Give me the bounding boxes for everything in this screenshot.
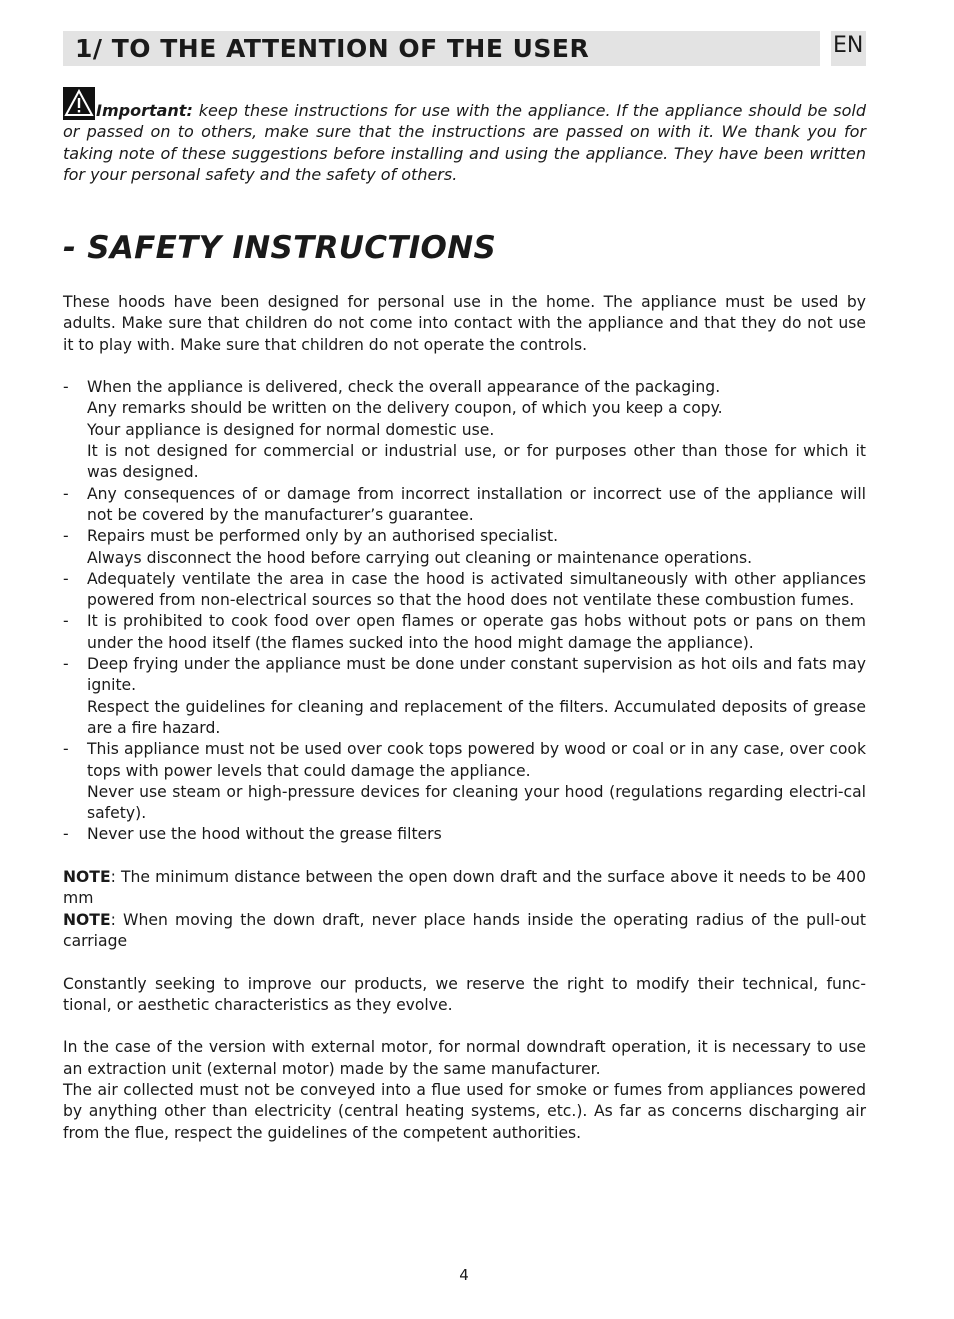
note-text: : When moving the down draft, never place hands inside the operating radius of the pull-out carriage	[63, 910, 866, 950]
list-item-line: Never use the hood without the grease filters	[87, 825, 442, 844]
safety-list-item	[63, 569, 866, 612]
list-item-line: Never use steam or high-pressure devices for cleaning your hood (regulations regarding electri-cal safety).	[87, 782, 866, 823]
list-dash: -	[63, 740, 69, 759]
list-item-line: When the appliance is delivered, check the overall appearance of the packaging.	[87, 378, 721, 397]
important-text: keep these instructions for use with the appliance. If the appliance should be sold or passed on to others, make sure that the instructions are passed on with it. We thank you for taking note of these suggestions before installing and using the appliance. They have been written for your personal safety and the safety of others.	[63, 101, 866, 184]
external-motor-paragraph: In the case of the version with external motor, for normal downdraft operation, it is necessary to use an extraction unit (external motor) made by the same manufacturer.	[63, 1038, 866, 1078]
important-label: Important:	[96, 101, 193, 120]
safety-list	[63, 377, 866, 846]
list-dash: -	[63, 569, 69, 588]
list-dash: -	[63, 655, 69, 674]
note-2	[63, 910, 866, 953]
list-item-line: Any remarks should be written on the delivery coupon, of which you keep a copy.	[87, 399, 723, 418]
list-item-line: This appliance must not be used over cook tops powered by wood or coal or in any case, over cook tops with power levels that could damage the appliance.	[87, 740, 866, 780]
section-header-title: 1/ TO THE ATTENTION OF THE USER	[75, 34, 590, 63]
list-item-line: It is not designed for commercial or industrial use, or for purposes other than those for which it was designed.	[87, 442, 866, 482]
safety-list-item	[63, 824, 866, 845]
safety-list-item	[63, 484, 866, 527]
note-label: NOTE	[63, 910, 111, 929]
warning-icon	[63, 87, 95, 120]
page-number: 4	[459, 1266, 469, 1284]
safety-list-item	[63, 526, 866, 569]
list-item-line: It is prohibited to cook food over open flames or operate gas hobs without pots or pans on them under the hood itself (the flames sucked into the hood might damage the appliance).	[87, 612, 866, 652]
list-dash: -	[63, 484, 69, 503]
language-badge	[831, 31, 866, 66]
note-text: : The minimum distance between the open down draft and the surface above it needs to be 400 mm	[63, 868, 866, 908]
section-header-bar	[63, 31, 820, 66]
list-item-line: Respect the guidelines for cleaning and replacement of the filters. Accumulated deposits of grease are a fire hazard.	[87, 697, 866, 737]
list-dash: -	[63, 825, 69, 844]
safety-list-item	[63, 377, 866, 483]
safety-list-item	[63, 654, 866, 739]
list-dash: -	[63, 612, 69, 631]
important-notice	[63, 87, 866, 185]
list-dash: -	[63, 527, 69, 546]
list-item-line: Always disconnect the hood before carrying out cleaning or maintenance operations.	[87, 548, 753, 567]
list-item-line: Your appliance is designed for normal domestic use.	[87, 420, 495, 439]
list-item-line: Repairs must be performed only by an authorised specialist.	[87, 527, 559, 546]
section-title: - SAFETY INSTRUCTIONS	[63, 230, 497, 266]
language-label: EN	[833, 33, 864, 58]
safety-list-item	[63, 739, 866, 824]
note-1	[63, 867, 866, 910]
improvement-paragraph: Constantly seeking to improve our products, we reserve the right to modify their technical, func-tional, or aesthetic characteristics as they evolve.	[63, 974, 866, 1014]
list-dash: -	[63, 378, 69, 397]
note-label: NOTE	[63, 868, 111, 887]
list-item-line: Deep frying under the appliance must be done under constant supervision as hot oils and fats may ignite.	[87, 655, 866, 695]
intro-paragraph: These hoods have been designed for personal use in the home. The appliance must be used by adults. Make sure that children do not come into contact with the appliance and that they do not use it to play with. Make sure that children do not operate the controls.	[63, 293, 866, 354]
flue-paragraph: The air collected must not be conveyed into a flue used for smoke or fumes from appliances powered by anything other than electricity (central heating systems, etc.). As far as concerns discharging air from the flue, respect the guidelines of the competent authorities.	[63, 1080, 866, 1142]
list-item-line: Adequately ventilate the area in case the hood is activated simultaneously with other appliances powered from non-electrical sources so that the hood does not ventilate these combustion fumes.	[87, 569, 866, 610]
document-body	[63, 292, 866, 1144]
list-item-line: Any consequences of or damage from incorrect installation or incorrect use of the appliance will not be covered by the manufacturer’s guarantee.	[87, 484, 866, 524]
safety-list-item	[63, 611, 866, 654]
